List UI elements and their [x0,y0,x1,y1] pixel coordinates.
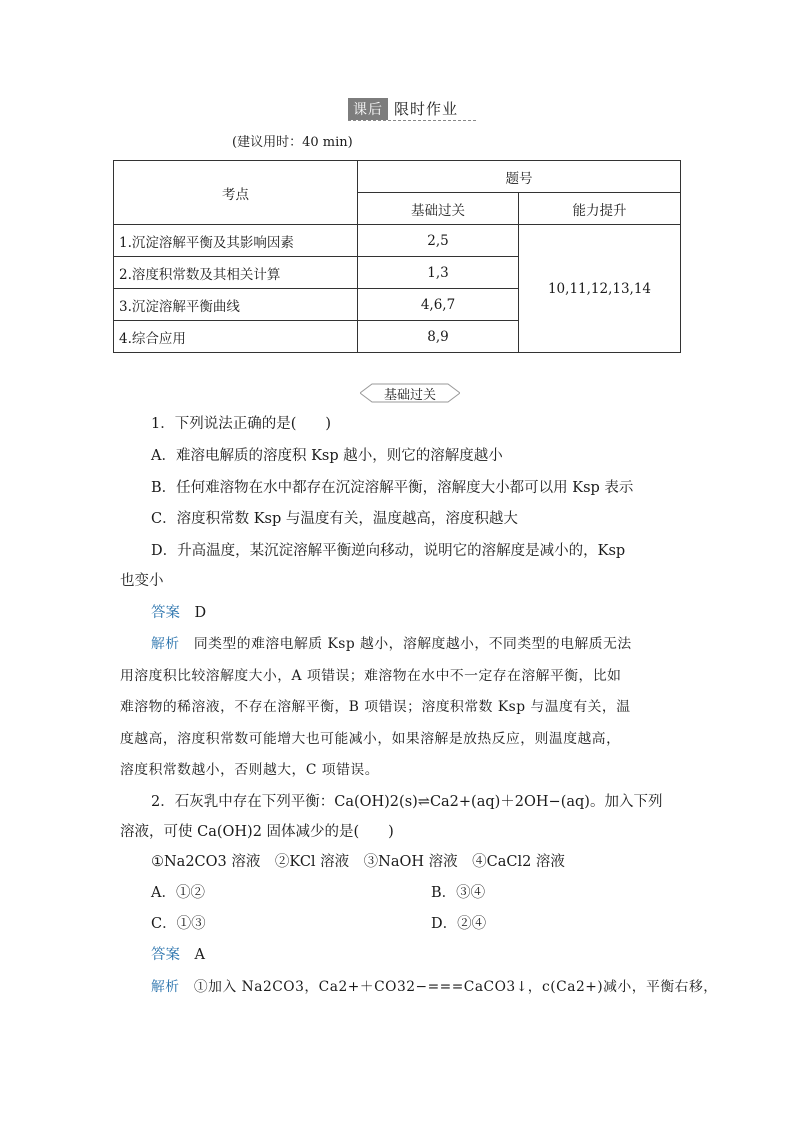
q1-explanation-line4: 度越高，溶度积常数可能增大也可能减小，如果溶解是放热反应，则温度越高， [120,731,621,747]
header-advanced: 能力提升 [519,193,681,225]
q2-option-c: C．①③ [151,916,206,932]
q1-explanation-line5: 溶度积常数越小，否则越大，C 项错误。 [120,762,379,778]
topic-table [113,160,681,353]
q1-explanation-line1 [151,634,711,654]
q1-option-d-line1: D．升高温度，某沉淀溶解平衡逆向移动，说明它的溶解度是减小的，Ksp [151,543,626,559]
q1-stem: 1．下列说法正确的是( ) [151,416,332,432]
section-title: 基础过关 [383,388,436,403]
answer-label: 答案 [151,947,180,963]
explanation-text: ①加入 Na2CO3，Ca2+＋CO32−===CaCO3↓，c(Ca2+)减小，平衡右移， [193,979,718,995]
advanced-questions: 10,11,12,13,14 [519,225,681,353]
q2-option-b: B．③④ [431,885,486,901]
table-row-basic: 2,5 [358,225,519,257]
q1-answer [151,603,711,623]
header-underline [348,120,476,121]
table-row-topic: 3.沉淀溶解平衡曲线 [114,289,358,321]
header-kaodian: 考点 [114,161,358,225]
q2-option-d: D．②④ [431,916,487,932]
explanation-label: 解析 [151,636,180,652]
q2-explanation-line1 [151,977,718,997]
table-row-basic: 8,9 [358,321,519,353]
answer-label: 答案 [151,605,180,621]
q1-explanation-line2: 用溶度积比较溶解度大小，A 项错误；难溶物在水中不一定存在溶解平衡，比如 [120,668,622,684]
header-badge: 课后 [348,98,388,120]
table-row-basic: 4,6,7 [358,289,519,321]
table-row-topic: 2.溶度积常数及其相关计算 [114,257,358,289]
q2-answer [151,945,711,965]
q1-option-b: B．任何难溶物在水中都存在沉淀溶解平衡，溶解度大小都可以用 Ksp 表示 [151,480,634,496]
answer-value: A [194,947,205,963]
q1-option-d-line2: 也变小 [120,573,164,589]
q2-stem-line1: 2．石灰乳中存在下列平衡：Ca(OH)2(s)⇌Ca2+(aq)＋2OH−(aq)。加入下列 [151,794,663,810]
table-row-topic: 4.综合应用 [114,321,358,353]
table-row-topic: 1.沉淀溶解平衡及其影响因素 [114,225,358,257]
section-bar [360,382,460,404]
answer-value: D [194,605,207,621]
q2-stem-line2: 溶液，可使 Ca(OH)2 固体减少的是( ) [120,824,394,840]
explanation-text: 同类型的难溶电解质 Ksp 越小，溶解度越小，不同类型的电解质无法 [193,636,632,652]
header-tihao: 题号 [358,161,681,193]
time-note: (建议用时：40 min) [232,135,353,150]
q2-option-a: A．①② [151,885,205,901]
header-basic: 基础过关 [358,193,519,225]
q1-option-a: A．难溶电解质的溶度积 Ksp 越小，则它的溶解度越小 [151,448,503,464]
explanation-label: 解析 [151,979,180,995]
q1-option-c: C．溶度积常数 Ksp 与温度有关，温度越高，溶度积越大 [151,511,518,527]
q2-options-list: ①Na2CO3 溶液 ②KCl 溶液 ③NaOH 溶液 ④CaCl2 溶液 [151,854,565,870]
q1-explanation-line3: 难溶物的稀溶液，不存在溶解平衡，B 项错误；溶度积常数 Ksp 与温度有关，温 [120,699,631,715]
header-title: 限时作业 [394,100,459,118]
table-row-basic: 1,3 [358,257,519,289]
section-header [348,98,478,120]
